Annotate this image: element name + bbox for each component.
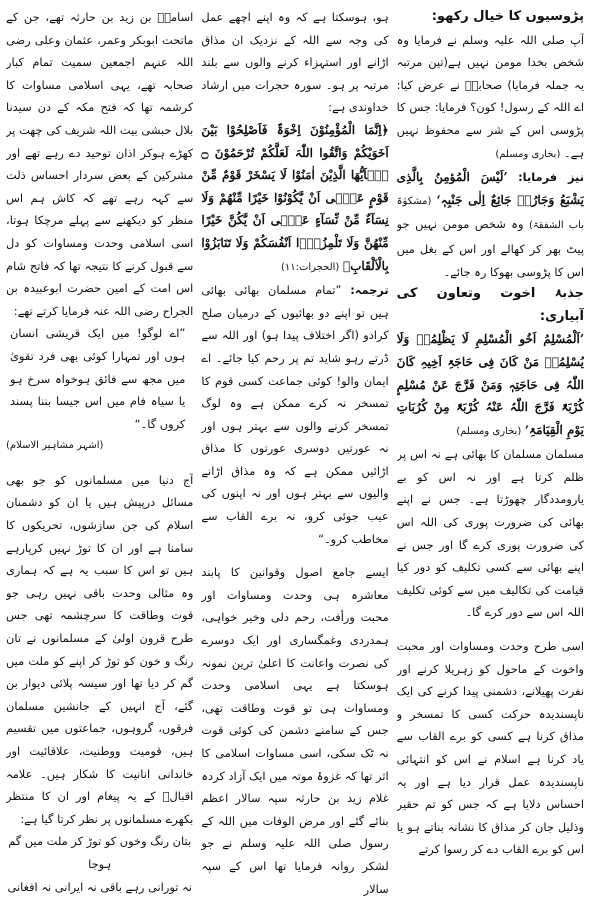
block-quote: ”اے لوگو! میں ایک قریشی انسان ہوں اور تمہارا کوئی بھی فرد تقویٰ میں مجھ سے فائق ہوخواہ سرخ ہو یا سیاہ فام میں اس جیسا بننا پسند کروں گا۔“ bbox=[10, 326, 186, 431]
spacer bbox=[397, 624, 584, 635]
translation-paragraph: مسلمان مسلمان کا بھائی ہے نہ اس پر ظلم کرتا ہے اور نہ اس کو بے یارومددگار چھوڑتا ہے۔ جس نے اپنے بھائی کی ضرورت پوری کی اللہ اس کی ضرورت پوری کرے گا اور جس نے اپنے بھائی سے کسی تکلیف کو دور کیا قیامت کی تکالیف میں سے کوئی تکلیف اللہ اس سے دور کرے گا۔ bbox=[396, 447, 584, 620]
text-column-middle bbox=[201, 6, 388, 916]
poem-line-1: بتان رنگ وخوں کو توڑ کر ملت میں گم ہوجا bbox=[8, 834, 192, 871]
translation-text: وہ شخص مومن نہیں جو پیٹ بھر کر کھالے اور اس کے بغل میں اس کا پڑوسی بھوکا رہ جائے۔ bbox=[396, 217, 584, 279]
hadith-arabic: ’اَلْمُسْلِمُ اَخُو الْمُسْلِمِ لَا یَظْلِمُہٗ وَلَا یُسْلِمُہٗ مَنْ کَانَ فِی حَاجَۃِ اَخِیہِ کَانَ اللّٰہُ فِی حَاجَتِہٖ وَمَنْ فَرَّجَ عَنْ مُسْلِمٍ کُرْبَۃً فَرَّجَ اللّٰہُ عَنْہُ کُرْبَۃً مِنْ کُرُبَاتِ یَوْمِ الْقِیَامَۃِ‘ bbox=[396, 332, 584, 437]
citation: (بخاری ومسلم) bbox=[495, 148, 561, 160]
paragraph bbox=[397, 166, 584, 283]
text-column-right bbox=[397, 6, 584, 916]
text-column-left bbox=[6, 6, 193, 916]
translation-text: ”تمام مسلمان بھائی بھائی ہیں تو اپنے دو بھائیوں کے درمیان صلح کرادو (اگر اختلاف پیدا ہو) اور اللہ سے ڈرتے رہو شاید تم پر رحم کیا جائے۔ اے ایمان والو! کوئی جماعت کسی قوم کا تمسخر نہ کرے ممکن ہے وہ لوگ تمسخر کرنے والوں سے بہتر ہوں اور نہ عورتیں دوسری عورتوں کا مذاق اڑائیں ممکن ہے کہ وہ مذاق اڑانے والیوں سے بہتر ہوں اور نہ اپنوں کی عیب جوئی کرو، نہ برے القاب سے مخاطب کرو۔“ bbox=[201, 283, 389, 546]
citation: (اشہر مشاہیر الاسلام) bbox=[6, 440, 104, 452]
section-heading-neighbors: پڑوسیوں کا خیال رکھو: bbox=[431, 9, 584, 24]
poem-line-2: نہ تورانی رہے باقی نہ ایرانی نہ افغانی bbox=[7, 879, 192, 894]
citation: (مشکوٰۃ باب الشفقۃ) bbox=[396, 195, 584, 232]
quran-arabic: ﴿اِنَّمَا الْمُؤْمِنُوْنَ اِخْوَۃٌ فَاَصْلِحُوْا بَیْنَ اَخَوَیْکُمْ وَاتَّقُوا اللّٰہَ لَعَلَّکُمْ تُرْحَمُوْنَ ۝ یٰۤاَیُّھَا الَّذِیْنَ اٰمَنُوْا لَا یَسْخَرْ قَوْمٌ مِّنْ قَوْمٍ عَسٰۤی اَنْ یَّکُوْنُوْا خَیْرًا مِّنْھُمْ وَلَا نِسَآءٌ مِّنْ نِّسَآءٍ عَسٰۤی اَنْ یَّکُنَّ خَیْرًا مِّنْھُنَّ وَلَا تَلْمِزُوْۤا اَنْفُسَکُمْ وَلَا تَنَابَزُوْا بِالْاَلْقَابِ﴾ bbox=[201, 122, 389, 273]
paragraph bbox=[397, 328, 584, 443]
paragraph: آج دنیا میں مسلمانوں کو جو بھی مسائل درپیش ہیں یا ان کو دشمنان اسلام کی جن سازشوں، تحریکوں کا سامنا ہے اور ان کا توڑ نہیں کرپارہے ہیں تو اس کا سبب یہ ہے کہ ہماری وہ مثالی وحدت باقی نہیں رہی جو قوت وطاقت کا سرچشمہ تھی جس طرح قرون اولیٰ کے مسلمانوں نے تان رنگ و خون کو توڑ کر اپنے کو ملت میں گم کر دیا تھا اور سیسہ پلائی دیوار بن گئے، آج انہیں کے جانشین مسلمان فرقوں، گروہوں، جماعتوں میں تقسیم ہیں، قومیت ووطنیت، علاقائیت اور خاندانی انانیت کا شکار ہیں۔ علامہ اقبالؒ کے یہ پیغام اور ان کا منتظر بکھرے مسلمانوں پر نظر کرتا گیا ہے: bbox=[6, 472, 194, 826]
lead-in: ترجمہ: bbox=[350, 283, 389, 298]
paragraph: اسامہؓ بن زید بن حارثہ تھے، جن کے ماتحت ابوبکر وعمر، عثمان وعلی رضی اللہ عنہم اجمعین سمیت تمام کبار صحابہ تھے، یہی اسلامی مساوات کا کرشمہ تھا کہ فتح مکہ کے دن سیدنا بلال حبشی بیت اللہ شریف کی چھت پر کھڑے ہوکر اذان توحید دے رہے تھے اور مشرکین کے بعض سردار احساس ذلت سے کہہ رہے تھے کہ کاش ہم اس منظر کو دیکھنے سے پہلے مرچکا ہوتا، اسی اسلامی وحدت ومساوات کو دل سے قبول کرنے کا نتیجہ تھا کہ فاتح شام اس امت کے امین حضرت ابوعبیدہ بن الجراح رضی اللہ عنہ فرمایا کرتے تھے: bbox=[6, 10, 194, 318]
spacer bbox=[6, 458, 193, 469]
lead-in: نیز فرمایا: bbox=[518, 170, 584, 185]
citation: (الحجرات:١١) bbox=[280, 261, 340, 273]
section-heading-brotherhood: جذبۂ اخوت وتعاون کی آبیاری: bbox=[396, 286, 584, 324]
paragraph: اسی طرح وحدت ومساوات اور محبت واخوت کے ماحول کو زہریلا کرنے اور نفرت پھیلانے، دشمنی پیدا کرنے کی ایک ناپسندیدہ حرکت کسی کا تمسخر و مذاق کرنا ہے کسی کو برے القاب سے یاد کرنا ہے اسلام نے اس کو انتہائی ناپسندیدہ عمل قرار دیا ہے اور یہ احساس دلایا ہے کہ جس کو تم حقیر وذلیل جان کر مذاق کا نشانہ بناتے ہو یا اس کو برے القاب دے کر رسوا کرتے bbox=[396, 639, 584, 857]
spacer bbox=[201, 550, 388, 561]
paragraph bbox=[397, 29, 584, 167]
quran-verse bbox=[201, 119, 388, 279]
translation-paragraph bbox=[201, 279, 388, 550]
citation: (بخاری ومسلم) bbox=[456, 425, 522, 437]
hadith-arabic: ’لَیْسَ الْمُؤمِنُ بِالَّذِی یَشْبَعُ وَجَارُہٗ جَائِعٌ اِلٰی جَنْبِہٖ‘ bbox=[396, 170, 584, 207]
paragraph: ہو، ہوسکتا ہے کہ وہ اپنے اچھے عمل کی وجہ سے اللہ کے نزدیک ان مذاق اڑانے اور استہزاء کرنے والوں سے بلند مرتبہ پر ہو۔ سورہ حجرات میں ارشاد خداوندی ہے: bbox=[201, 10, 389, 115]
paragraph: ایسے جامع اصول وقوانین کا پابند معاشرہ ہی وحدت ومساوات اور محبت ورأفت، رحم دلی وخیر خواہی، ہمدردی وغمگساری اور ایک دوسرے کی نصرت واعانت کا اعلیٰ ترین نمونہ ہوسکتا ہے یہی اسلامی وحدت ومساوات ہی تو قوت وطاقت تھی، جس کے سامنے دشمن کی کوئی قوت نہ ٹک سکی، اسی مساوات اسلامی کا اثر تھا کہ غزوۂ موتہ میں ایک آزاد کردہ غلام زید بن حارثہ سپہ سالار اعظم بنائے گئے اور مرض الوفات میں اللہ کے رسول صلی اللہ علیہ وسلم نے جو لشکر روانہ فرمایا تھا اس کے سپہ سالار bbox=[201, 565, 389, 896]
body-text: آپ صلی اللہ علیہ وسلم نے فرمایا وہ شخص بخدا مومن نہیں ہے(تین مرتبہ یہ جملہ فرمایا) صحابہؓ نے عرض کیا: اے اللہ کے رسول! کون؟ فرمایا: جس کا پڑوسی اس کے شر سے محفوظ نہیں ہے۔ bbox=[396, 32, 584, 160]
